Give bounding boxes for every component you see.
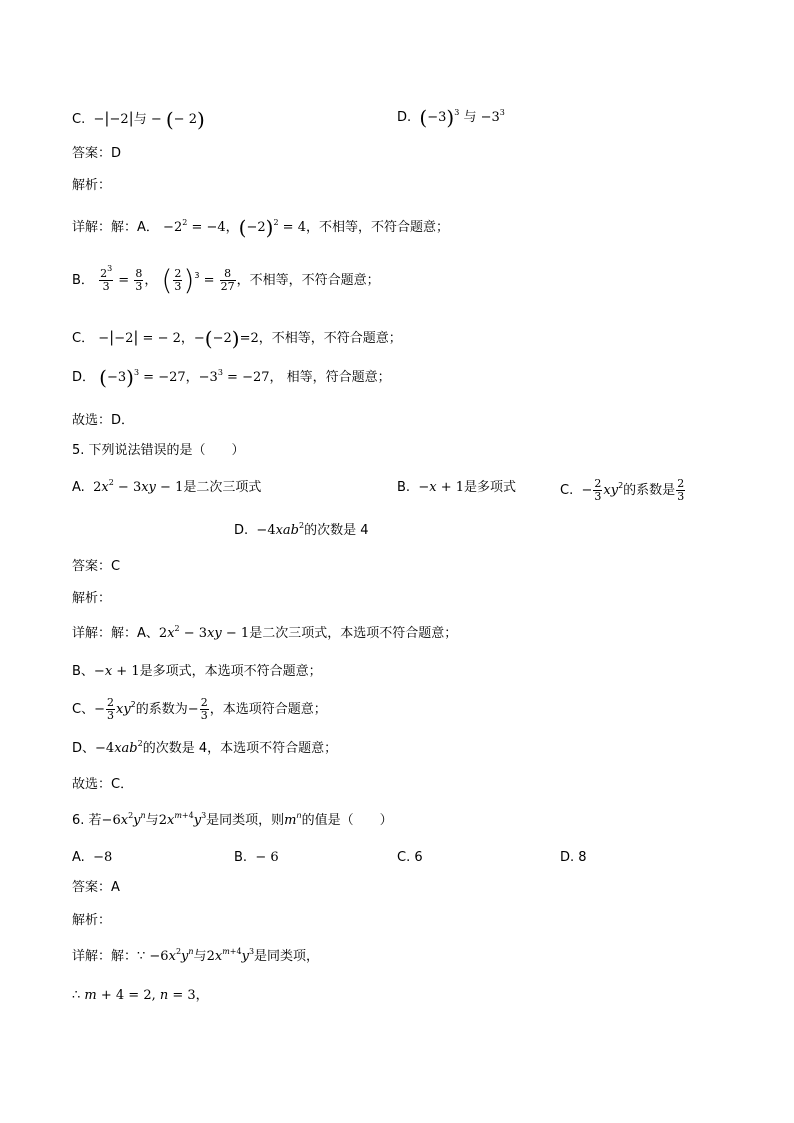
q6-option-d: D. 8 bbox=[560, 850, 587, 865]
q4-option-c-expr: −|−2|与 − (− 2) bbox=[93, 107, 205, 132]
q6-stem: 6. 若$-6x^2y^n$与$2x^{m+4}y^3$是同类项，则$m^n$的值是（ ） bbox=[72, 811, 393, 828]
q5-detail-c: C、− $\frac{2}{3}$ $xy^2$的系数为− $\frac{2}{3}$ ，本选项符合题意； bbox=[72, 696, 327, 722]
q6-option-a: A. −8 bbox=[72, 850, 113, 865]
q6-answer: 答案：A bbox=[72, 880, 120, 895]
q4-answer: 答案：D bbox=[72, 146, 122, 161]
q6-detail-1: 详解：解：∵ $-6x^2y^n$与$2x^{m+4}y^3$是同类项， bbox=[72, 947, 320, 964]
q5-answer: 答案：C bbox=[72, 559, 121, 574]
q6-option-b: B. − 6 bbox=[234, 850, 279, 865]
q5-detail-a: 详解：解：A、$2x^2 - 3xy - 1$是二次三项式，本选项不符合题意； bbox=[72, 624, 458, 641]
q5-detail-b: B、−x + 1是多项式，本选项不符合题意； bbox=[72, 664, 322, 679]
q4-option-c: C. −|−2|与 − (− 2) bbox=[72, 107, 205, 132]
q4-choose: 故选：D． bbox=[72, 413, 135, 428]
q5-option-d: D. −4xab$^2$的次数是 4 bbox=[234, 521, 369, 538]
q5-stem: 5. 下列说法错误的是（ ） bbox=[72, 443, 245, 458]
q6-option-c: C. 6 bbox=[397, 850, 423, 865]
q5-option-b: B. −x + 1是多项式 bbox=[397, 480, 517, 495]
q5-option-a: A. $2x^2 - 3xy - 1$是二次三项式 bbox=[72, 478, 262, 495]
q4-detail-b: B． $\frac{2^3}{3}$ = $\frac{8}{3}$ ， ( $\frac{2}{3}$ )$^3$ = $\frac{8}{27}$ ，不相等，不符合题意； bbox=[72, 263, 380, 297]
q4-detail-a: 详解：解：A． $-2^2 = -4$，$(-2)^2 = 4$，不相等，不符合题意； bbox=[72, 215, 449, 240]
q6-detail-2: ∴ m + 4 = 2, n = 3， bbox=[72, 988, 209, 1003]
q5-detail-d: D、−4xab$^2$的次数是 4，本选项不符合题意； bbox=[72, 739, 338, 756]
q4-detail-c: C． −|−2| = − 2，−(−2)=2，不相等，不符合题意； bbox=[72, 326, 402, 351]
q4-detail-d: D． $(-3)^3 = -27$，$-3^3 = -27$， 相等，符合题意； bbox=[72, 365, 391, 390]
q4-analysis: 解析： bbox=[72, 178, 112, 193]
q6-analysis: 解析： bbox=[72, 913, 112, 928]
q5-analysis: 解析： bbox=[72, 591, 112, 606]
q4-option-d-expr: $(-3)^3$ 与 $-3^3$ bbox=[419, 105, 505, 130]
q5-option-c: C. − $\frac{2}{3}$ $xy^2$的系数是 $\frac{2}{3}$ bbox=[560, 477, 685, 503]
q5-choose: 故选：C． bbox=[72, 777, 134, 792]
q4-option-d: D. $(-3)^3$ 与 $-3^3$ bbox=[397, 105, 505, 130]
